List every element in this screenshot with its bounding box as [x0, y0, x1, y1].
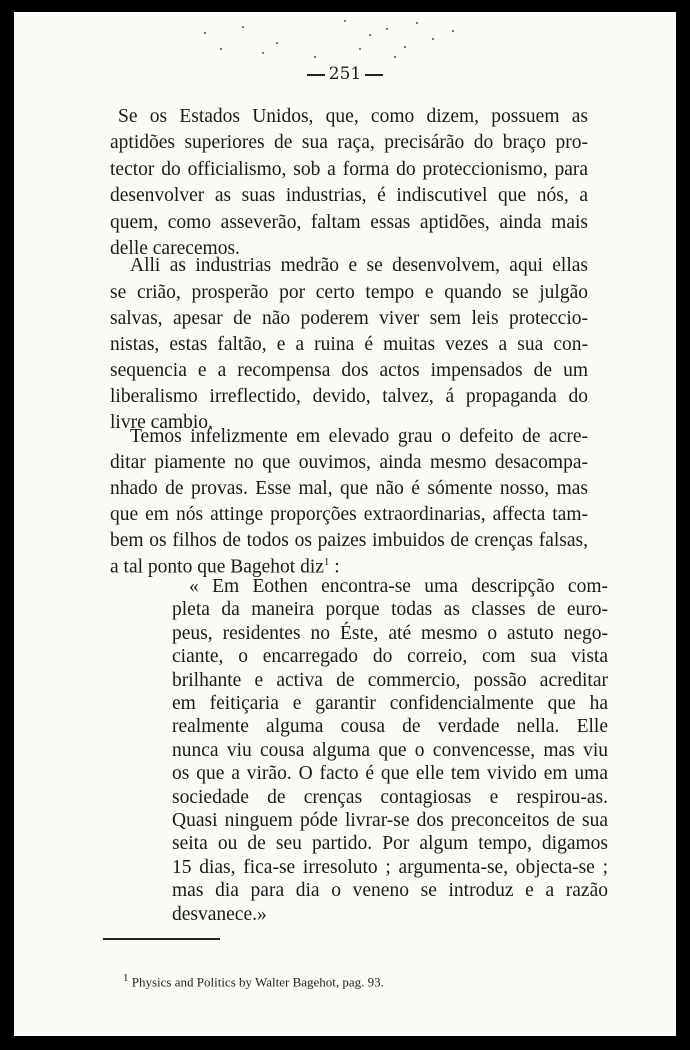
quote-line — [172, 788, 608, 808]
text-line-content: livre cambio. — [110, 412, 213, 433]
quote-line-content: « Em Eothen encontra-se uma descripção com- — [189, 576, 608, 597]
text-line-content: tector do officialismo, sob a forma do proteccionismo, para — [110, 159, 588, 180]
text-line — [118, 107, 588, 127]
quote-line — [172, 694, 608, 714]
quote-line — [172, 600, 608, 620]
page-number-text: 251 — [328, 64, 362, 84]
quote-line-content: peus, residentes no Éste, até mesmo o astuto nego- — [172, 622, 608, 644]
text-line-content: se crião, prosperão por certo tempo e quando se julgão — [110, 282, 588, 303]
quote-line — [172, 671, 608, 691]
paper-speck — [394, 56, 396, 58]
quote-line-content: seita ou de seu partido. Por algum tempo, digamos — [172, 833, 608, 855]
text-line-content: bem os filhos de todos os paizes imbuidos de crenças falsas, — [110, 530, 588, 551]
text-line-content: salvas, apesar de não poderem viver sem leis proteccio- — [110, 308, 588, 329]
paper-speck — [416, 22, 418, 24]
text-line-content: aptidões superiores de sua raça, precisárão do braço pro- — [110, 132, 588, 153]
quote-line — [172, 905, 608, 925]
paper-speck — [359, 48, 361, 50]
quote-line — [172, 741, 608, 761]
text-line — [130, 256, 588, 276]
text-line — [110, 387, 588, 407]
quote-line-content: 15 dias, fica-se irresoluto ; argumenta-se, objecta-se ; — [172, 856, 608, 878]
quote-line-content: os que a virão. O facto é que elle tem vivido em uma — [172, 763, 608, 785]
paper-speck — [242, 26, 244, 28]
page-number-dash-right — [365, 74, 383, 76]
quote-line-content: Quasi ninguem póde livrar-se dos preconceitos de sua — [172, 810, 608, 831]
quote-line-content: mas dia para dia o veneno se introduz e a razão — [172, 880, 608, 902]
text-line — [130, 427, 588, 447]
paper-speck — [452, 30, 454, 32]
quote-line — [172, 858, 608, 878]
book-page — [14, 12, 676, 1036]
text-line — [110, 133, 588, 153]
quote-line-content: realmente alguma cousa de verdade nella. Elle — [172, 716, 608, 738]
footnote-text: Physics and Politics by Walter Bagehot, pag. 93. — [131, 974, 384, 990]
quote-line — [189, 577, 608, 597]
quote-line — [172, 811, 608, 831]
footnote-marker: 1 — [123, 972, 129, 984]
quote-line — [172, 624, 608, 644]
text-line — [110, 505, 588, 525]
text-line — [110, 160, 588, 180]
quote-line-content: nunca viu cousa alguma que o convencesse, mas viu — [172, 739, 608, 761]
text-line-content: que em nós attinge proporções extraordinarias, affecta tam- — [110, 504, 588, 525]
text-line — [110, 557, 588, 577]
quote-line — [172, 647, 608, 667]
quote-line — [172, 881, 608, 901]
paper-speck — [314, 56, 316, 58]
quote-line — [172, 834, 608, 854]
quote-line-content: sociedade de crenças contagiosas e respirou-as. — [172, 786, 608, 808]
quote-line-content: brilhante e activa de commercio, possão acreditar — [172, 669, 608, 691]
footnote-reference: 1 — [323, 556, 330, 568]
text-line-content: quem, como asseverão, faltam essas aptidões, ainda mais — [110, 212, 588, 233]
text-line-end: : — [329, 556, 340, 578]
paper-speck — [276, 42, 278, 44]
text-line — [110, 213, 588, 233]
footnote — [123, 972, 384, 990]
text-line-content: liberalismo irreflectido, devido, talvez, á propaganda do — [110, 386, 588, 407]
text-line-content: ditar piamente no que ouvimos, ainda mesmo desacompa- — [110, 452, 588, 473]
text-line-content: Se os Estados Unidos, que, como dizem, possuem as — [118, 106, 588, 127]
page-number-dash-left — [307, 74, 325, 76]
paper-speck — [369, 34, 371, 36]
paper-speck — [262, 52, 264, 54]
paper-speck — [344, 20, 346, 22]
text-line — [110, 335, 588, 355]
paper-speck — [386, 28, 388, 30]
footnote-divider — [103, 938, 220, 940]
paper-speck — [220, 48, 222, 50]
text-line-content: a tal ponto que Bagehot diz — [110, 556, 324, 578]
quote-line-content: ciante, o encarregado do correio, com sua vista — [172, 646, 608, 668]
text-line-content: Temos infelizmente em elevado grau o defeito de acre- — [130, 426, 588, 447]
text-line — [110, 479, 588, 499]
text-line-content: sequencia e a recompensa dos actos impensados de um — [110, 360, 588, 381]
quote-line-content: desvanece.» — [172, 903, 267, 925]
text-line — [110, 186, 588, 206]
paper-speck — [404, 46, 406, 48]
text-line — [110, 453, 588, 473]
quote-line — [172, 764, 608, 784]
paper-speck — [204, 32, 206, 34]
text-line-content: nistas, estas faltão, e a ruina é muitas vezes a sua con- — [110, 334, 588, 355]
text-line-content: delle carecemos. — [110, 238, 240, 259]
text-line — [110, 283, 588, 303]
quote-line — [172, 717, 608, 737]
paper-speck — [432, 38, 434, 40]
text-line — [110, 531, 588, 551]
quote-line-content: pleta da maneira porque todas as classes de euro- — [172, 599, 608, 621]
page-number — [14, 64, 676, 84]
text-line-content: Alli as industrias medrão e se desenvolvem, aqui ellas — [130, 255, 588, 276]
text-line — [110, 361, 588, 381]
text-line-content: desenvolver as suas industrias, é indiscutivel que nós, a — [110, 185, 588, 206]
quote-line-content: em feitiçaria e garantir confidencialmente que ha — [172, 693, 608, 714]
text-line — [110, 309, 588, 329]
text-line-content: nhado de provas. Esse mal, que não é sómente nosso, mas — [110, 478, 588, 499]
